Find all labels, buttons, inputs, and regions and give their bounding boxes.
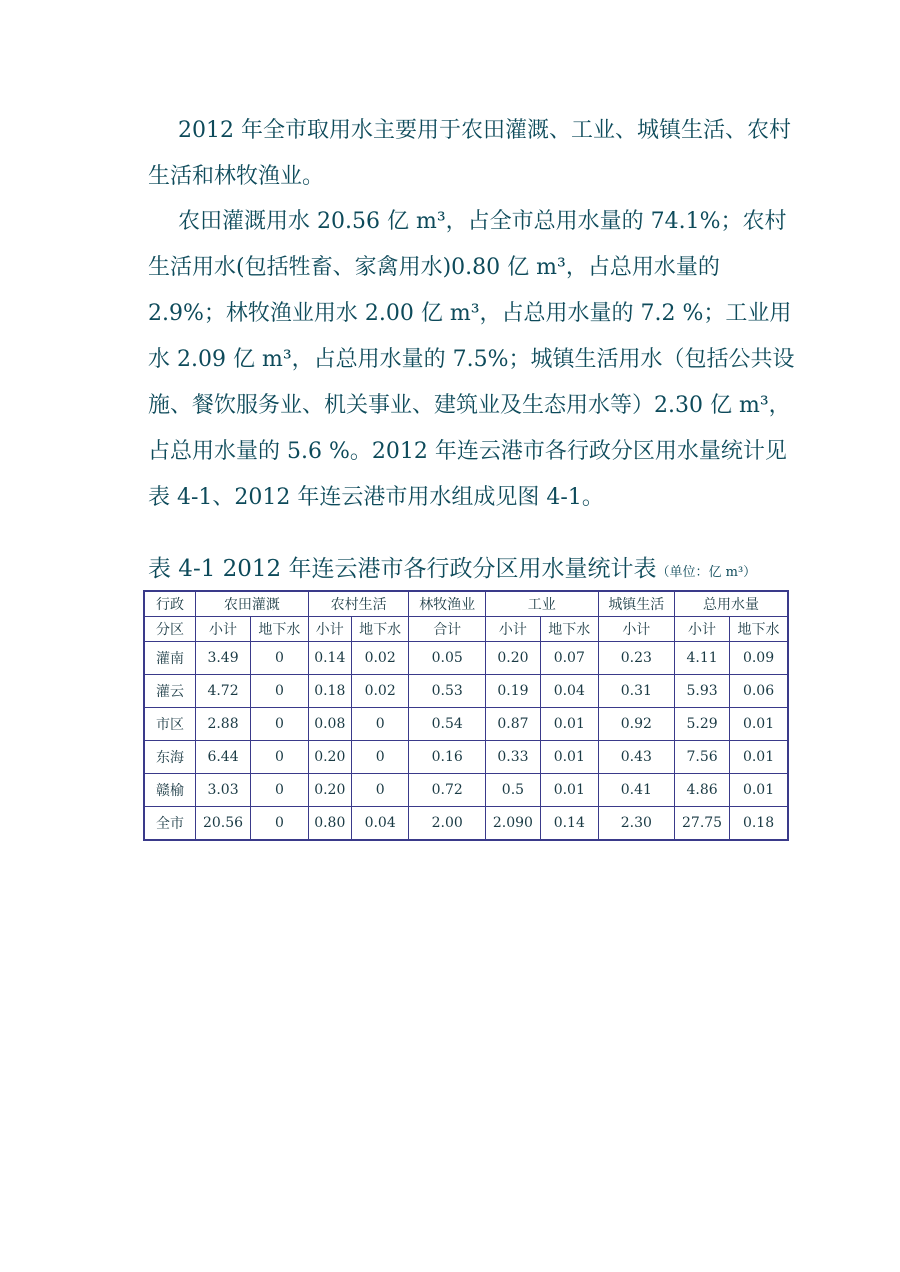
header-region-b: 分区 xyxy=(144,617,196,642)
table-caption xyxy=(148,550,808,583)
header-forest: 林牧渔业 xyxy=(409,591,485,617)
water-use-table xyxy=(143,590,789,841)
cell-industry-sub: 0.5 xyxy=(485,774,540,807)
row-region: 市区 xyxy=(144,708,196,741)
cell-forest-sum: 0.53 xyxy=(409,675,485,708)
cell-farm-gw: 0 xyxy=(251,741,309,774)
cell-rural-gw: 0.02 xyxy=(351,642,409,675)
cell-industry-sub: 0.19 xyxy=(485,675,540,708)
cell-forest-sum: 0.54 xyxy=(409,708,485,741)
cell-industry-gw: 0.01 xyxy=(540,774,598,807)
cell-farm-sub: 6.44 xyxy=(196,741,251,774)
cell-industry-sub: 0.20 xyxy=(485,642,540,675)
cell-rural-sub: 0.14 xyxy=(308,642,351,675)
header-urban: 城镇生活 xyxy=(598,591,674,617)
cell-urban-sub: 0.92 xyxy=(598,708,674,741)
cell-total-gw: 0.01 xyxy=(730,708,788,741)
cell-farm-gw: 0 xyxy=(251,807,309,841)
header-urban-sub: 小计 xyxy=(598,617,674,642)
table-row xyxy=(144,774,788,807)
cell-total-sub: 5.29 xyxy=(675,708,730,741)
cell-farm-sub: 4.72 xyxy=(196,675,251,708)
header-rural-gw: 地下水 xyxy=(351,617,409,642)
header-farm-gw: 地下水 xyxy=(251,617,309,642)
header-row-1 xyxy=(144,591,788,617)
cell-forest-sum: 0.72 xyxy=(409,774,485,807)
row-region: 灌南 xyxy=(144,642,196,675)
header-region-a: 行政 xyxy=(144,591,196,617)
cell-rural-sub: 0.80 xyxy=(308,807,351,841)
header-row-2 xyxy=(144,617,788,642)
cell-rural-gw: 0 xyxy=(351,741,409,774)
cell-rural-gw: 0 xyxy=(351,774,409,807)
cell-rural-sub: 0.20 xyxy=(308,741,351,774)
cell-total-gw: 0.06 xyxy=(730,675,788,708)
cell-urban-sub: 0.43 xyxy=(598,741,674,774)
header-industry-sub: 小计 xyxy=(485,617,540,642)
cell-farm-gw: 0 xyxy=(251,774,309,807)
cell-farm-sub: 20.56 xyxy=(196,807,251,841)
cell-rural-gw: 0.04 xyxy=(351,807,409,841)
header-farm: 农田灌溉 xyxy=(196,591,309,617)
header-total-sub: 小计 xyxy=(675,617,730,642)
row-region: 东海 xyxy=(144,741,196,774)
table-row xyxy=(144,708,788,741)
cell-farm-gw: 0 xyxy=(251,642,309,675)
cell-total-sub: 27.75 xyxy=(675,807,730,841)
cell-rural-gw: 0.02 xyxy=(351,675,409,708)
cell-total-sub: 4.86 xyxy=(675,774,730,807)
cell-farm-sub: 2.88 xyxy=(196,708,251,741)
cell-farm-sub: 3.03 xyxy=(196,774,251,807)
cell-total-gw: 0.01 xyxy=(730,774,788,807)
cell-industry-gw: 0.01 xyxy=(540,708,598,741)
cell-rural-gw: 0 xyxy=(351,708,409,741)
caption-title: 表 4-1 2012 年连云港市各行政分区用水量统计表 xyxy=(148,556,657,582)
table-row xyxy=(144,642,788,675)
cell-rural-sub: 0.20 xyxy=(308,774,351,807)
cell-total-sub: 5.93 xyxy=(675,675,730,708)
caption-unit: （单位：亿 m³） xyxy=(656,565,757,580)
cell-rural-sub: 0.18 xyxy=(308,675,351,708)
row-region: 全市 xyxy=(144,807,196,841)
cell-forest-sum: 2.00 xyxy=(409,807,485,841)
paragraph-intro: 2012 年全市取用水主要用于农田灌溉、工业、城镇生活、农村生活和林牧渔业。 xyxy=(148,118,791,189)
cell-urban-sub: 0.41 xyxy=(598,774,674,807)
cell-farm-gw: 0 xyxy=(251,708,309,741)
cell-urban-sub: 2.30 xyxy=(598,807,674,841)
table-row xyxy=(144,675,788,708)
cell-total-sub: 7.56 xyxy=(675,741,730,774)
header-rural-sub: 小计 xyxy=(308,617,351,642)
header-rural: 农村生活 xyxy=(308,591,409,617)
cell-industry-gw: 0.01 xyxy=(540,741,598,774)
cell-total-gw: 0.09 xyxy=(730,642,788,675)
cell-industry-gw: 0.07 xyxy=(540,642,598,675)
cell-forest-sum: 0.16 xyxy=(409,741,485,774)
cell-total-gw: 0.01 xyxy=(730,741,788,774)
header-farm-sub: 小计 xyxy=(196,617,251,642)
table-row xyxy=(144,741,788,774)
cell-total-sub: 4.11 xyxy=(675,642,730,675)
cell-industry-sub: 0.87 xyxy=(485,708,540,741)
cell-industry-sub: 0.33 xyxy=(485,741,540,774)
header-industry: 工业 xyxy=(485,591,598,617)
table-row xyxy=(144,807,788,841)
header-total: 总用水量 xyxy=(675,591,788,617)
cell-urban-sub: 0.31 xyxy=(598,675,674,708)
cell-forest-sum: 0.05 xyxy=(409,642,485,675)
header-industry-gw: 地下水 xyxy=(540,617,598,642)
cell-industry-sub: 2.090 xyxy=(485,807,540,841)
cell-industry-gw: 0.04 xyxy=(540,675,598,708)
row-region: 灌云 xyxy=(144,675,196,708)
cell-farm-sub: 3.49 xyxy=(196,642,251,675)
row-region: 赣榆 xyxy=(144,774,196,807)
cell-farm-gw: 0 xyxy=(251,675,309,708)
paragraph-details: 农田灌溉用水 20.56 亿 m³，占全市总用水量的 74.1%；农村生活用水(包括牲畜、家禽用水)0.80 亿 m³，占总用水量的 2.9%；林牧渔业用水 2.00 亿 m³，占总用水量的 7.2 %；工业用水 2.09 亿 m³，占总用水量的 7.5%；城镇生活用水（包括公共设施、餐饮服务业、机关事业、建筑业及生态用水等）2.30 亿 m³，占总用水量的 5.6 %。2012 年连云港市各行政分区用水量统计见表 4-1、2012 年连云港市用水组成见图 4-1。 xyxy=(148,209,795,510)
cell-industry-gw: 0.14 xyxy=(540,807,598,841)
cell-urban-sub: 0.23 xyxy=(598,642,674,675)
header-total-gw: 地下水 xyxy=(730,617,788,642)
cell-rural-sub: 0.08 xyxy=(308,708,351,741)
cell-total-gw: 0.18 xyxy=(730,807,788,841)
header-forest-sum: 合计 xyxy=(409,617,485,642)
